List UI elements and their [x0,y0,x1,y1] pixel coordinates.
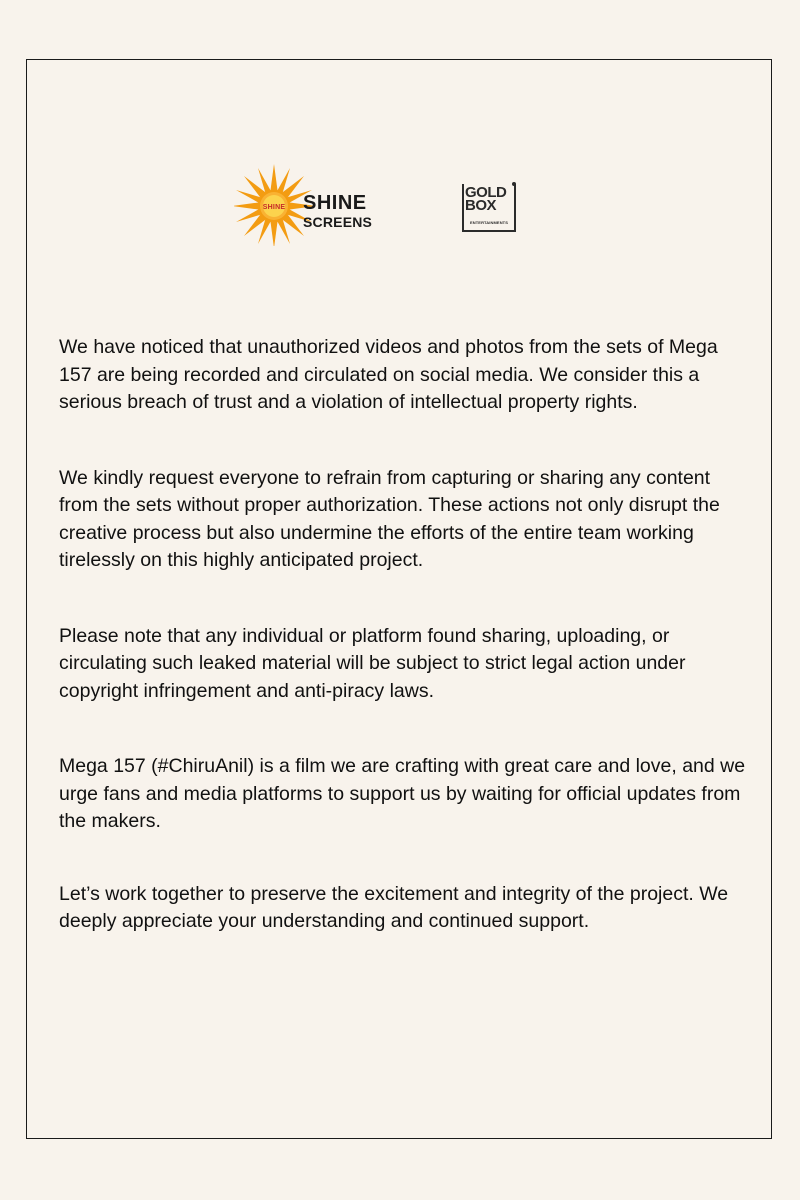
notice-paragraph: Please note that any individual or platform found sharing, uploading, or circulating such leaked material will be subject to strict legal action under copyright infringement and anti-piracy laws. [59,624,686,702]
notice-paragraph: We have noticed that unauthorized videos and photos from the sets of Mega 157 are being recorded and circulated on social media. We consider this a serious breach of trust and a violation of intellectual property rights. [59,336,718,413]
gold-box-logo [462,182,520,234]
notice-paragraph: We kindly request everyone to refrain from capturing or sharing any content from the sets without proper authorization. These actions not only disrupt the creative process but also undermine the efforts of the entire team working tirelessly on this highly anticipated project. [59,466,720,571]
shine-screens-logo [234,162,394,242]
screens-wordmark: SCREENS [303,214,373,230]
notice-paragraph: Let’s work together to preserve the excitement and integrity of the project. We deeply appreciate your understanding and continued support. [59,882,729,932]
logo-row [0,158,800,248]
shine-wordmark: SHINE [303,192,367,214]
gold-box-word-gold: GOLD [465,184,507,201]
sun-label: SHINE [262,204,286,211]
gold-box-word-entertainments: ENTERTAINMENTS [470,220,508,225]
notice-body [59,334,749,936]
gold-box-word-box: BOX [465,197,497,214]
notice-paragraph: Mega 157 (#ChiruAnil) is a film we are crafting with great care and love, and we urge fans and media platforms to support us by waiting for official updates from the makers. [59,755,746,832]
